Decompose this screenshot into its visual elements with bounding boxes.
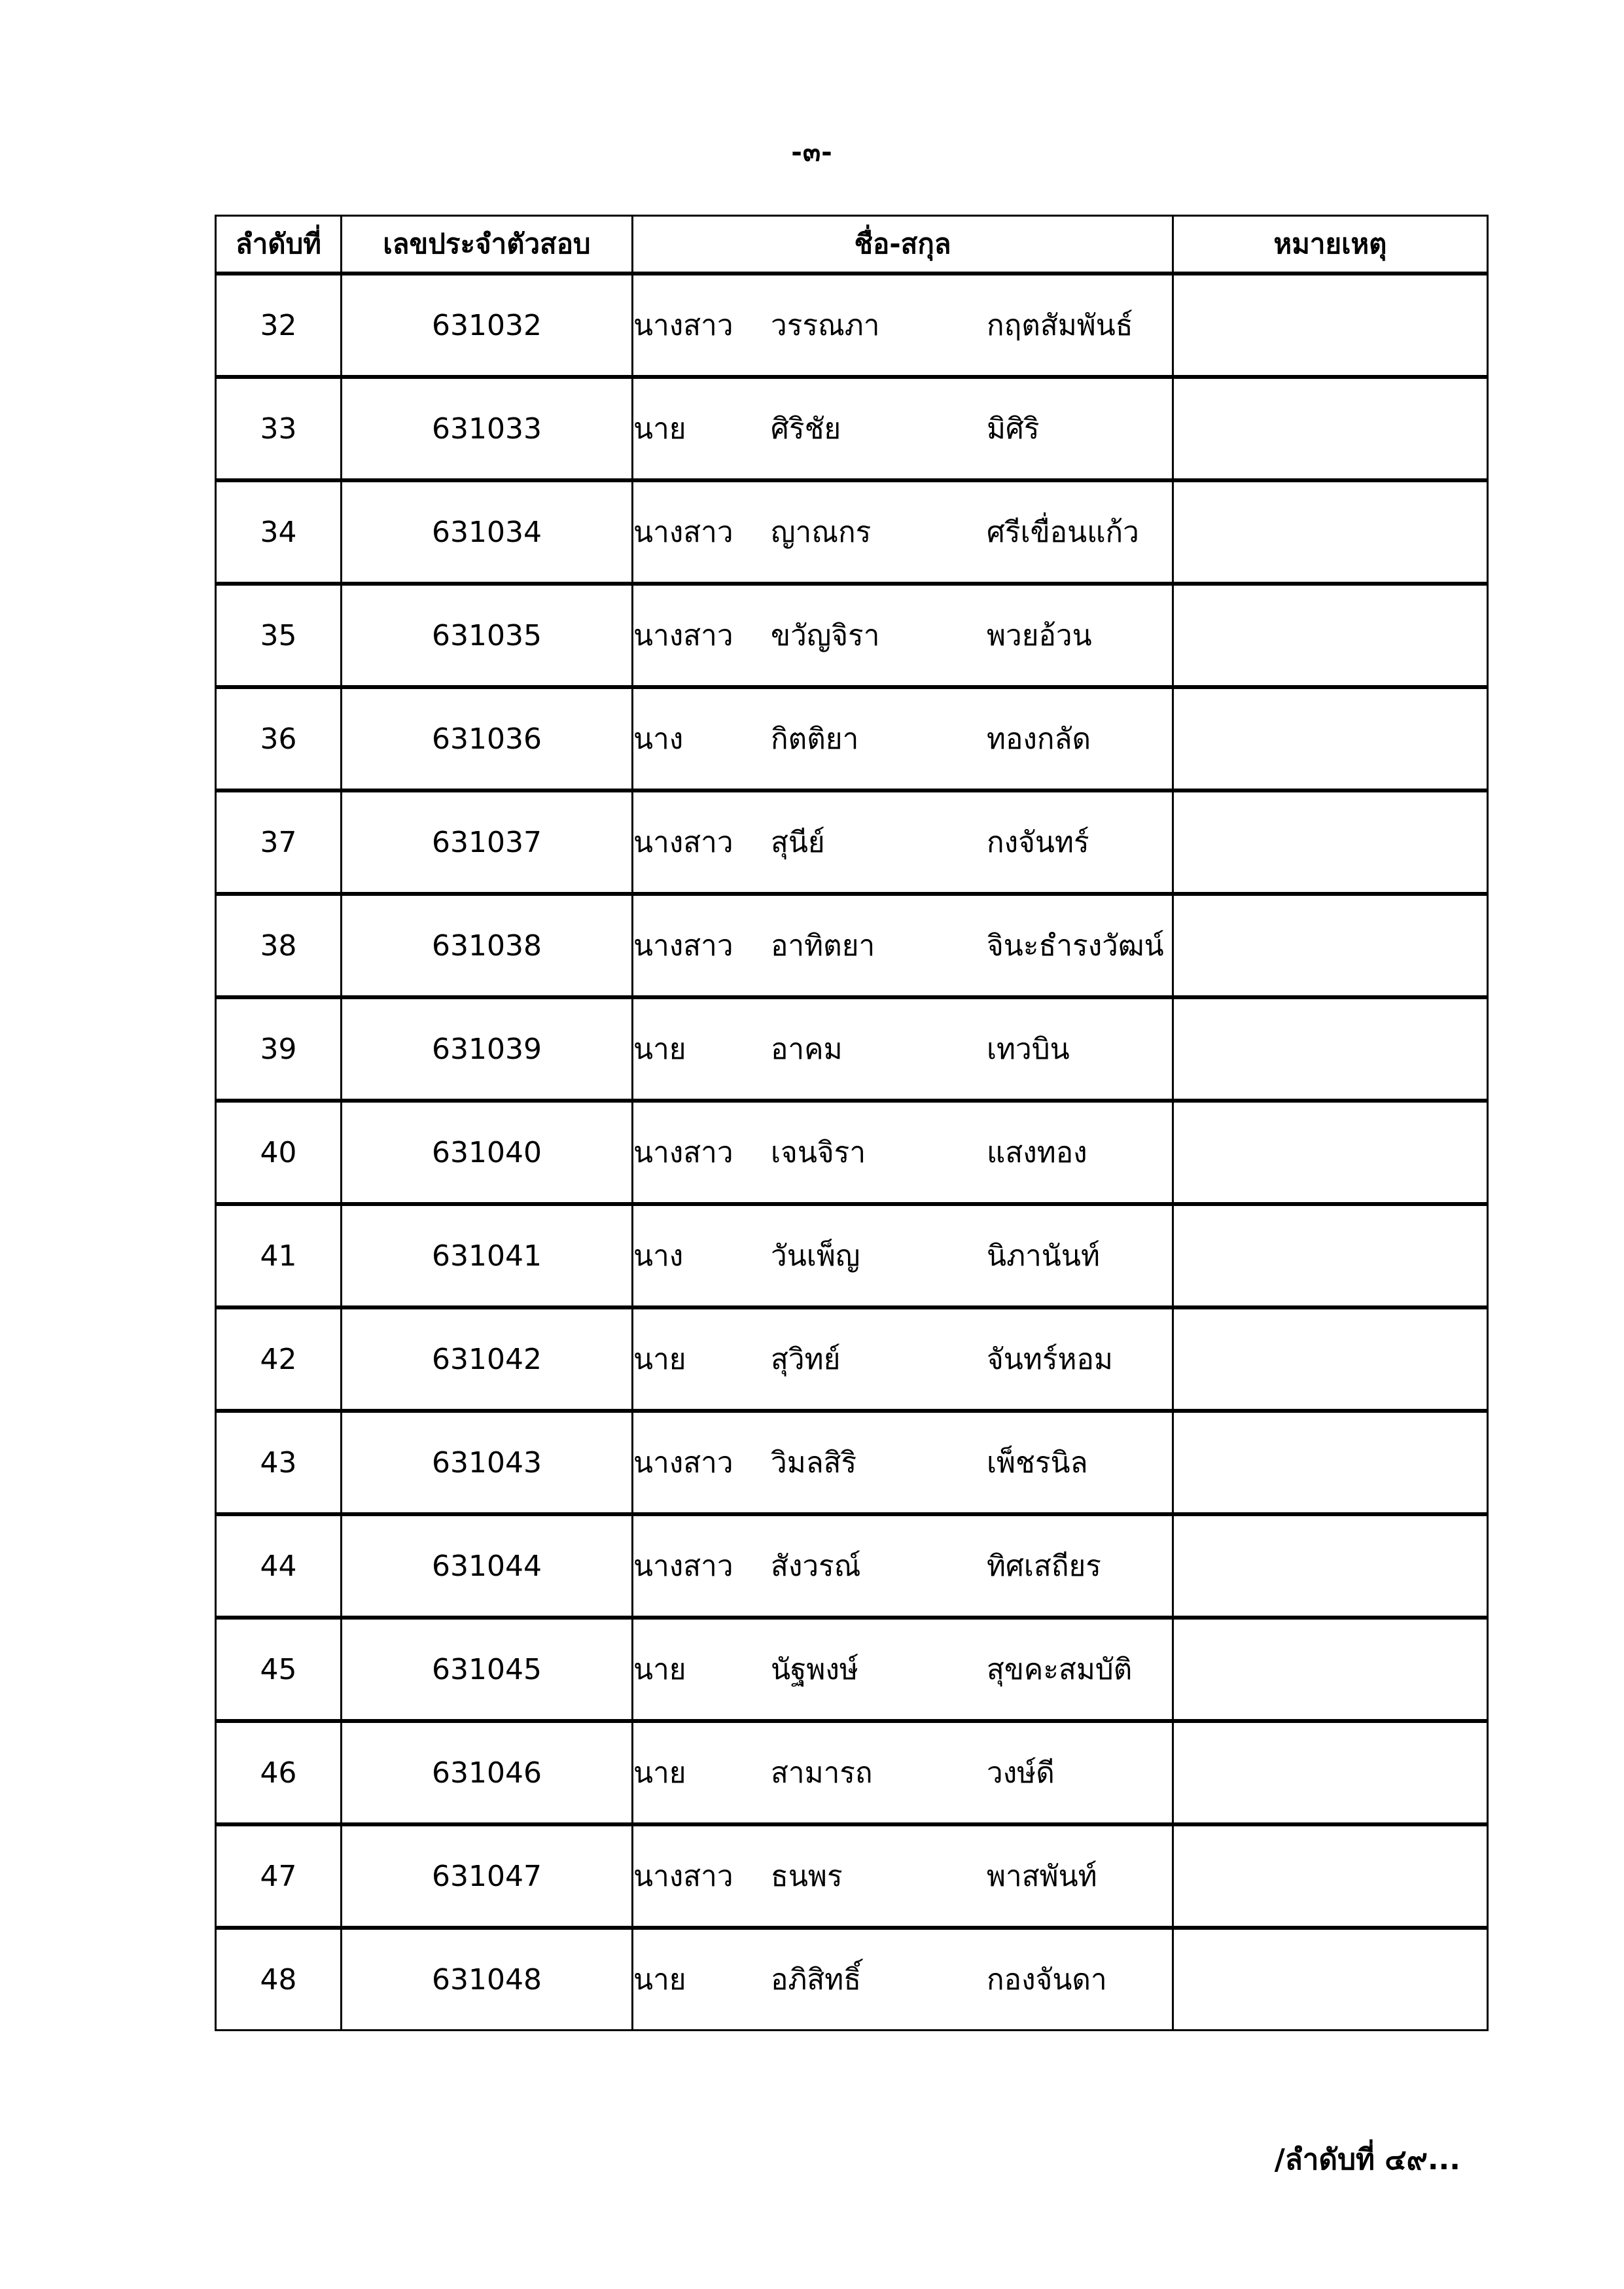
first-name: สุวิทย์ xyxy=(771,1343,841,1376)
table-row xyxy=(216,687,1488,790)
continuation-note: /ลำดับที่ ๔๙... xyxy=(1274,2143,1460,2176)
exam-id: 631043 xyxy=(342,1411,633,1514)
full-name xyxy=(633,1618,1173,1721)
remark xyxy=(1173,1307,1488,1411)
exam-id: 631047 xyxy=(342,1824,633,1928)
table-row xyxy=(216,480,1488,584)
last-name: เพ็ชรนิล xyxy=(987,1446,1088,1480)
name-prefix: นาย xyxy=(633,412,686,446)
header-exam-id: เลขประจำตัวสอบ xyxy=(342,216,633,274)
table-row xyxy=(216,584,1488,687)
order-no: 45 xyxy=(216,1618,342,1721)
candidate-table xyxy=(215,215,1489,2031)
table-row xyxy=(216,1204,1488,1307)
remark xyxy=(1173,790,1488,894)
name-prefix: นางสาว xyxy=(633,1446,733,1480)
last-name: มิศิริ xyxy=(987,412,1040,446)
remark xyxy=(1173,274,1488,377)
first-name: สังวรณ์ xyxy=(771,1550,861,1583)
remark xyxy=(1173,377,1488,480)
full-name xyxy=(633,584,1173,687)
name-prefix: นางสาว xyxy=(633,516,733,549)
full-name xyxy=(633,894,1173,997)
last-name: กฤตสัมพันธ์ xyxy=(987,309,1133,342)
full-name xyxy=(633,1721,1173,1824)
header-remark: หมายเหตุ xyxy=(1173,216,1488,274)
remark xyxy=(1173,1101,1488,1204)
first-name: อภิสิทธิ์ xyxy=(771,1963,862,1996)
full-name xyxy=(633,1204,1173,1307)
page-number: -๓- xyxy=(791,137,833,168)
table-row xyxy=(216,1101,1488,1204)
table-row xyxy=(216,274,1488,377)
table-row xyxy=(216,377,1488,480)
last-name: ทิศเสถียร xyxy=(987,1550,1101,1583)
name-prefix: นาย xyxy=(633,1756,686,1790)
table-row xyxy=(216,997,1488,1101)
order-no: 40 xyxy=(216,1101,342,1204)
first-name: ขวัญจิรา xyxy=(771,619,880,652)
order-no: 48 xyxy=(216,1928,342,2031)
exam-id: 631033 xyxy=(342,377,633,480)
first-name: ธนพร xyxy=(771,1860,843,1893)
full-name xyxy=(633,480,1173,584)
first-name: อาคม xyxy=(771,1033,843,1066)
name-prefix: นาง xyxy=(633,722,684,756)
exam-id: 631042 xyxy=(342,1307,633,1411)
full-name xyxy=(633,687,1173,790)
full-name xyxy=(633,1101,1173,1204)
exam-id: 631036 xyxy=(342,687,633,790)
remark xyxy=(1173,1618,1488,1721)
table-row xyxy=(216,1307,1488,1411)
first-name: วันเพ็ญ xyxy=(771,1239,860,1273)
table-row xyxy=(216,894,1488,997)
name-prefix: นางสาว xyxy=(633,1136,733,1169)
name-prefix: นางสาว xyxy=(633,619,733,652)
exam-id: 631044 xyxy=(342,1514,633,1618)
header-full-name: ชื่อ-สกุล xyxy=(633,216,1173,274)
table-row xyxy=(216,1514,1488,1618)
name-prefix: นางสาว xyxy=(633,1550,733,1583)
order-no: 47 xyxy=(216,1824,342,1928)
order-no: 33 xyxy=(216,377,342,480)
first-name: ศิริชัย xyxy=(771,412,841,446)
first-name: วรรณภา xyxy=(771,309,880,342)
exam-id: 631041 xyxy=(342,1204,633,1307)
last-name: แสงทอง xyxy=(987,1136,1087,1169)
table-row xyxy=(216,1928,1488,2031)
last-name: เทวบิน xyxy=(987,1033,1070,1066)
name-prefix: นางสาว xyxy=(633,929,733,963)
exam-id: 631040 xyxy=(342,1101,633,1204)
first-name: เจนจิรา xyxy=(771,1136,866,1169)
exam-id: 631037 xyxy=(342,790,633,894)
last-name: พาสพันท์ xyxy=(987,1860,1097,1893)
last-name: วงษ์ดี xyxy=(987,1756,1055,1790)
first-name: กิตติยา xyxy=(771,722,859,756)
order-no: 37 xyxy=(216,790,342,894)
full-name xyxy=(633,1514,1173,1618)
last-name: ทองกลัด xyxy=(987,722,1091,756)
order-no: 42 xyxy=(216,1307,342,1411)
full-name xyxy=(633,1928,1173,2031)
remark xyxy=(1173,1204,1488,1307)
remark xyxy=(1173,1928,1488,2031)
header-order-no: ลำดับที่ xyxy=(216,216,342,274)
remark xyxy=(1173,1721,1488,1824)
exam-id: 631035 xyxy=(342,584,633,687)
exam-id: 631046 xyxy=(342,1721,633,1824)
order-no: 34 xyxy=(216,480,342,584)
first-name: นัฐพงษ์ xyxy=(771,1653,858,1686)
first-name: สามารถ xyxy=(771,1756,873,1790)
remark xyxy=(1173,894,1488,997)
name-prefix: นาย xyxy=(633,1963,686,1996)
first-name: สุนีย์ xyxy=(771,826,825,859)
full-name xyxy=(633,377,1173,480)
remark xyxy=(1173,1411,1488,1514)
remark xyxy=(1173,480,1488,584)
last-name: พวยอ้วน xyxy=(987,619,1092,652)
exam-id: 631034 xyxy=(342,480,633,584)
name-prefix: นาย xyxy=(633,1653,686,1686)
exam-id: 631039 xyxy=(342,997,633,1101)
exam-id: 631032 xyxy=(342,274,633,377)
name-prefix: นางสาว xyxy=(633,1860,733,1893)
order-no: 35 xyxy=(216,584,342,687)
full-name xyxy=(633,1411,1173,1514)
table-row xyxy=(216,790,1488,894)
full-name xyxy=(633,997,1173,1101)
exam-id: 631038 xyxy=(342,894,633,997)
name-prefix: นาง xyxy=(633,1239,684,1273)
order-no: 46 xyxy=(216,1721,342,1824)
last-name: นิภานันท์ xyxy=(987,1239,1100,1273)
full-name xyxy=(633,274,1173,377)
last-name: กองจันดา xyxy=(987,1963,1107,1996)
exam-id: 631048 xyxy=(342,1928,633,2031)
name-prefix: นาย xyxy=(633,1343,686,1376)
last-name: จันทร์หอม xyxy=(987,1343,1113,1376)
order-no: 39 xyxy=(216,997,342,1101)
remark xyxy=(1173,1824,1488,1928)
remark xyxy=(1173,584,1488,687)
order-no: 32 xyxy=(216,274,342,377)
last-name: กงจันทร์ xyxy=(987,826,1089,859)
remark xyxy=(1173,1514,1488,1618)
table-header-row xyxy=(216,216,1488,274)
remark xyxy=(1173,687,1488,790)
last-name: สุขคะสมบัติ xyxy=(987,1653,1133,1686)
name-prefix: นางสาว xyxy=(633,309,733,342)
name-prefix: นาย xyxy=(633,1033,686,1066)
first-name: อาทิตยา xyxy=(771,929,875,963)
first-name: ญาณกร xyxy=(771,516,872,549)
table-row xyxy=(216,1411,1488,1514)
order-no: 41 xyxy=(216,1204,342,1307)
order-no: 36 xyxy=(216,687,342,790)
order-no: 44 xyxy=(216,1514,342,1618)
exam-id: 631045 xyxy=(342,1618,633,1721)
order-no: 38 xyxy=(216,894,342,997)
table-row xyxy=(216,1824,1488,1928)
name-prefix: นางสาว xyxy=(633,826,733,859)
table-row xyxy=(216,1618,1488,1721)
first-name: วิมลสิริ xyxy=(771,1446,857,1480)
last-name: จินะธำรงวัฒน์ xyxy=(987,929,1164,963)
full-name xyxy=(633,790,1173,894)
last-name: ศรีเขื่อนแก้ว xyxy=(987,516,1139,549)
full-name xyxy=(633,1307,1173,1411)
remark xyxy=(1173,997,1488,1101)
table-row xyxy=(216,1721,1488,1824)
full-name xyxy=(633,1824,1173,1928)
order-no: 43 xyxy=(216,1411,342,1514)
